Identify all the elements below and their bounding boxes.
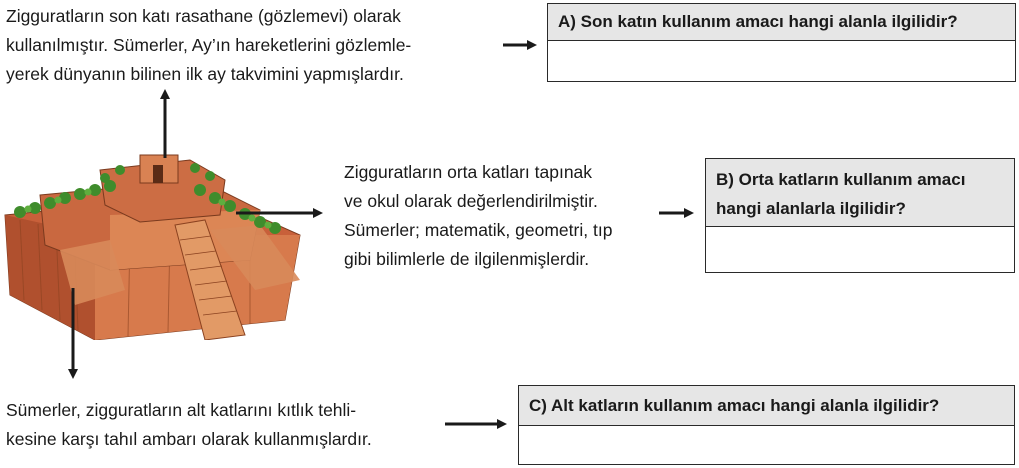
paragraph-bottom-floors: Sümerler, zigguratların alt katlarını kıtlık tehli- kesine karşı tahıl ambarı olarak kullanmışlardır. — [6, 400, 372, 449]
question-b-label: B) Orta katların kullanım amacı hangi alanlarla ilgilidir? — [706, 159, 1014, 227]
paragraph-middle-floors: Zigguratların orta katları tapınak ve okul olarak değerlendirilmiştir. Sümerler; matematik, geometri, tıp gibi bilimlerle de ilgilenmişlerdir. — [344, 162, 613, 269]
question-c-label: C) Alt katların kullanım amacı hangi alanla ilgilidir? — [519, 386, 1014, 426]
paragraph-top-floor: Zigguratların son katı rasathane (gözlemevi) olarak kullanılmıştır. Sümerler, Ay’ın hareketlerini gözlemle- yerek dünyanın bilinen ilk ay takvimini yapmışlardır. — [6, 6, 412, 84]
question-a-label: A) Son katın kullanım amacı hangi alanla ilgilidir? — [548, 4, 1015, 41]
